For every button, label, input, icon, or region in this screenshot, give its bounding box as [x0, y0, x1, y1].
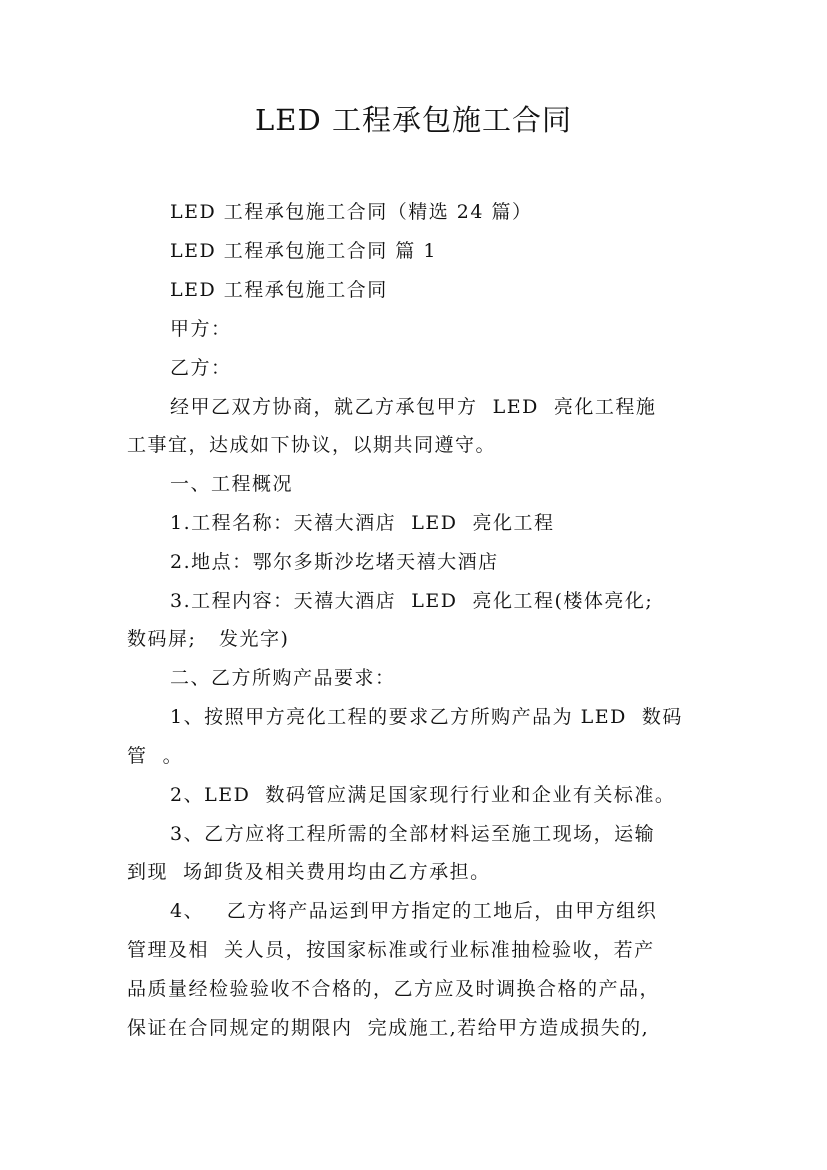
clause-item-continued: 保证在合同规定的期限内 完成施工,若给甲方造成损失的,: [127, 1017, 650, 1039]
document-title: LED 工程承包施工合同: [255, 103, 572, 137]
clause-item: 3、乙方应将工程所需的全部材料运至施工现场，运输: [170, 823, 656, 845]
clause-item: 4、 乙方将产品运到甲方指定的工地后，由甲方组织: [170, 900, 658, 922]
clause-heading: 二、乙方所购产品要求：: [170, 667, 396, 689]
contract-name: LED 工程承包施工合同: [170, 279, 388, 301]
clause-item-continued: 品质量经检验验收不合格的，乙方应及时调换合格的产品，: [127, 978, 661, 1000]
clause-item-continued: 管 。: [127, 745, 184, 767]
clause-item-continued: 数码屏; 发光字): [127, 628, 290, 650]
paragraph-line: 工事宜，达成如下协议，以期共同遵守。: [127, 434, 497, 456]
clause-item: 2.地点：鄂尔多斯沙圪堵天禧大酒店: [170, 551, 499, 573]
clause-item: 1、按照甲方亮化工程的要求乙方所购产品为 LED 数码: [170, 706, 683, 728]
clause-item: 2、LED 数码管应满足国家现行行业和企业有关标准。: [170, 784, 676, 806]
party-a-label: 甲方：: [170, 318, 232, 340]
subtitle-collection: LED 工程承包施工合同（精选 24 篇）: [170, 201, 533, 223]
clause-item: 1.工程名称：天禧大酒店 LED 亮化工程: [170, 512, 555, 534]
clause-item-continued: 管理及相 关人员，按国家标准或行业标准抽检验收，若产: [127, 939, 655, 961]
paragraph-line: 经甲乙双方协商，就乙方承包甲方 LED 亮化工程施: [170, 396, 657, 418]
party-b-label: 乙方：: [170, 357, 232, 379]
section-heading: LED 工程承包施工合同 篇 1: [170, 240, 437, 262]
clause-item: 3.工程内容：天禧大酒店 LED 亮化工程(楼体亮化;: [170, 590, 654, 612]
clause-heading: 一、工程概况: [170, 473, 294, 495]
clause-item-continued: 到现 场卸货及相关费用均由乙方承担。: [127, 861, 491, 883]
